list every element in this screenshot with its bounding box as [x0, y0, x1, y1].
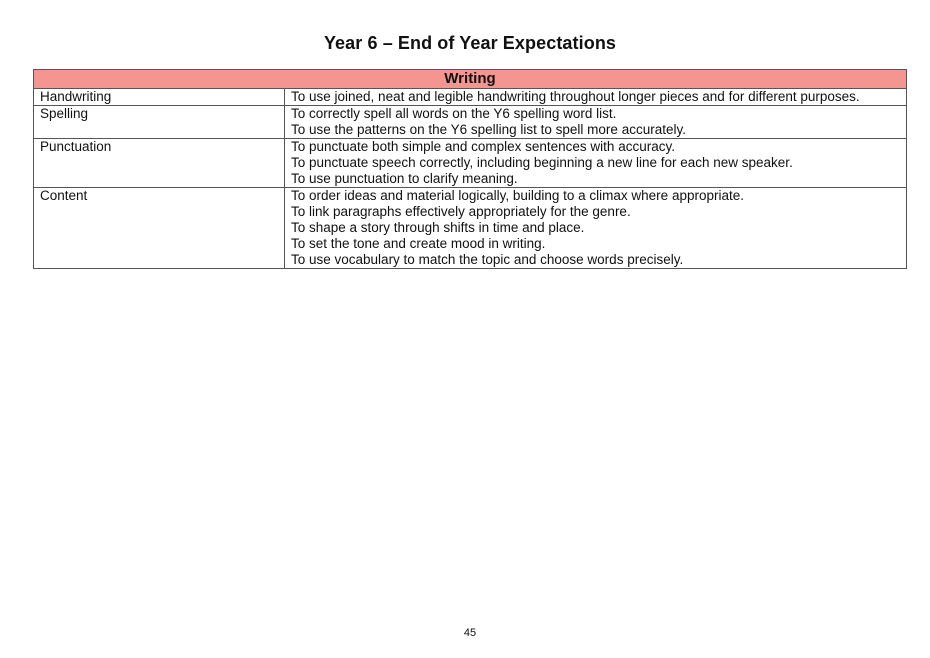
row-content-punctuation: [285, 139, 907, 188]
expectation-line: To shape a story through shifts in time and place.: [291, 220, 585, 235]
expectation-line: To order ideas and material logically, building to a climax where appropriate.: [291, 188, 744, 203]
expectation-line: To link paragraphs effectively appropriately for the genre.: [291, 204, 631, 219]
expectation-line: To use punctuation to clarify meaning.: [291, 171, 518, 186]
page-title: Year 6 – End of Year Expectations: [323, 33, 617, 53]
row-label-content: Content: [34, 188, 285, 269]
section-header-row: [34, 70, 907, 89]
row-label-spelling: Spelling: [34, 106, 285, 139]
expectation-line: To use joined, neat and legible handwriting throughout longer pieces and for different purposes.: [291, 89, 860, 104]
expectation-line: To correctly spell all words on the Y6 spelling word list.: [291, 106, 617, 121]
section-header-writing: Writing: [34, 70, 907, 89]
page-number: 45: [463, 627, 477, 639]
table-row: [34, 139, 907, 188]
expectation-line: To use the patterns on the Y6 spelling list to spell more accurately.: [291, 122, 686, 137]
row-label-handwriting: Handwriting: [34, 89, 285, 106]
row-content-handwriting: [285, 89, 907, 106]
expectation-line: To punctuate speech correctly, including beginning a new line for each new speaker.: [291, 155, 793, 170]
expectation-line: To punctuate both simple and complex sentences with accuracy.: [291, 139, 675, 154]
table-row: [34, 106, 907, 139]
expectation-line: To set the tone and create mood in writing.: [291, 236, 546, 251]
expectations-table: [33, 69, 907, 269]
row-content-content: [285, 188, 907, 269]
table-row: [34, 188, 907, 269]
expectation-line: To use vocabulary to match the topic and choose words precisely.: [291, 252, 684, 267]
row-content-spelling: [285, 106, 907, 139]
table-row: [34, 89, 907, 106]
row-label-punctuation: Punctuation: [34, 139, 285, 188]
